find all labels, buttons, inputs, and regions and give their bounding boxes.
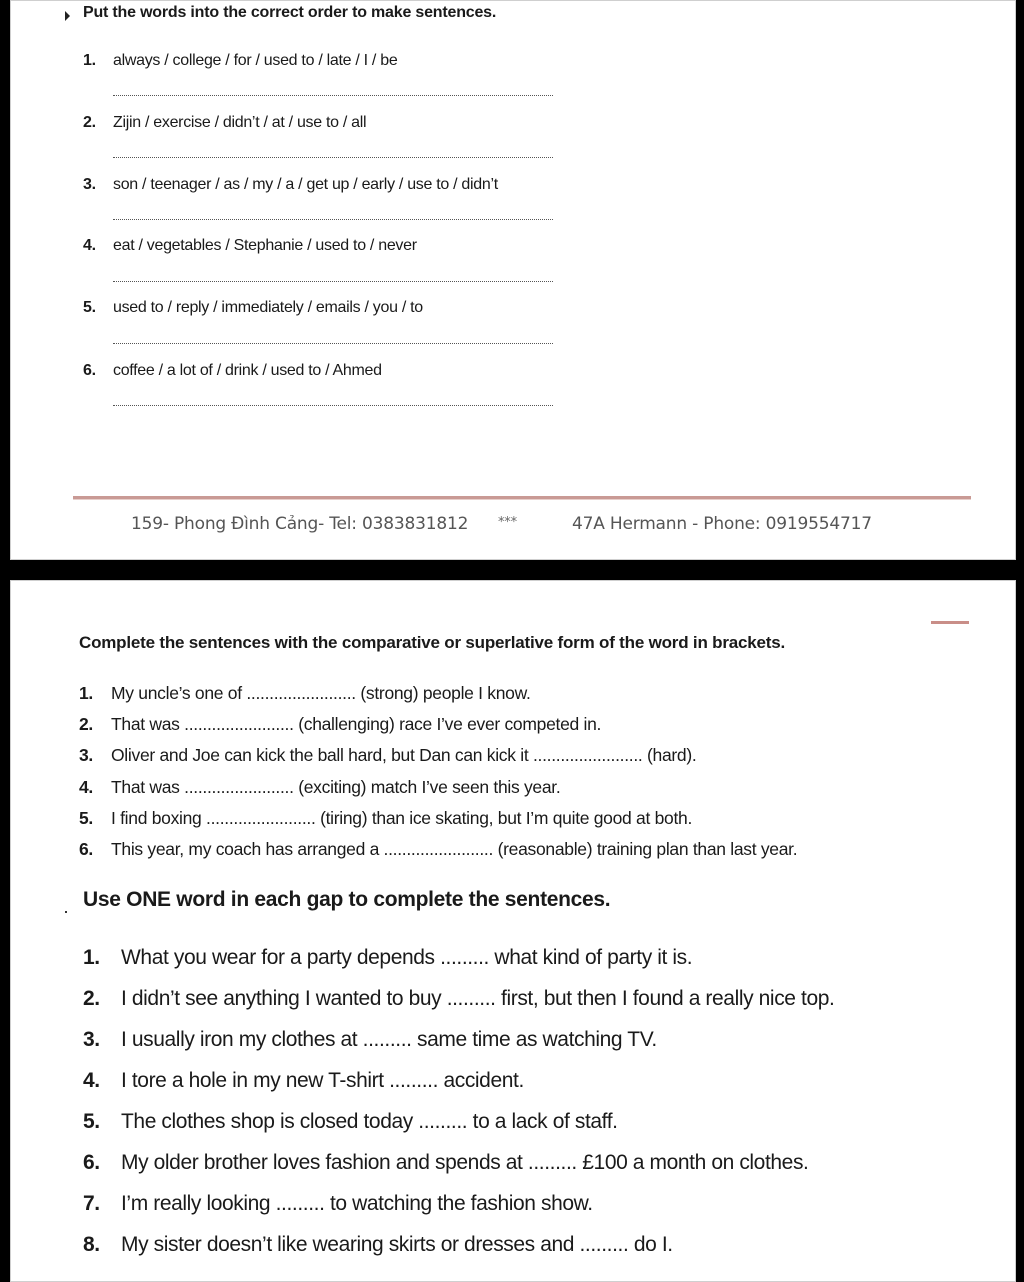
item-number: 2.	[83, 987, 100, 1010]
exercise-title-one-word-gap: Use ONE word in each gap to complete the sentences.	[83, 888, 611, 911]
item-text: That was ........................ (exciting) match I’ve seen this year.	[111, 777, 561, 797]
item-text: My older brother loves fashion and spends at ......... £100 a month on clothes.	[121, 1151, 809, 1174]
list-item	[83, 362, 382, 380]
exercise-title-comparatives: Complete the sentences with the comparative or superlative form of the word in brackets.	[79, 633, 786, 652]
item-number: 1.	[83, 52, 96, 69]
exercise-title-word-order: Put the words into the correct order to make sentences.	[83, 4, 497, 21]
answer-line[interactable]	[113, 405, 553, 406]
item-text: I’m really looking ......... to watching the fashion show.	[121, 1192, 593, 1215]
item-number: 4.	[79, 777, 93, 797]
list-item	[83, 1110, 618, 1134]
item-text: That was ........................ (challenging) race I’ve ever competed in.	[111, 714, 602, 734]
item-text: used to / reply / immediately / emails / you / to	[113, 299, 423, 316]
list-item	[79, 745, 696, 766]
item-text: What you wear for a party depends ......... what kind of party it is.	[121, 946, 693, 969]
footer-address-right: 47A Hermann - Phone: 0919554717	[572, 514, 872, 534]
item-text: My uncle’s one of ........................ (strong) people I know.	[111, 683, 531, 703]
item-number: 5.	[83, 299, 96, 316]
item-text: I usually iron my clothes at ......... same time as watching TV.	[121, 1028, 657, 1051]
list-item	[83, 52, 397, 70]
list-item	[83, 946, 692, 970]
item-number: 2.	[83, 114, 96, 131]
item-number: 3.	[79, 745, 93, 765]
list-item	[83, 1151, 809, 1175]
item-text: The clothes shop is closed today ......... to a lack of staff.	[121, 1110, 618, 1133]
list-item	[83, 1233, 673, 1257]
item-number: 8.	[83, 1233, 100, 1256]
worksheet-page-1	[10, 0, 1016, 560]
item-number: 1.	[79, 683, 93, 703]
item-text: son / teenager / as / my / a / get up / early / use to / didn’t	[113, 176, 498, 193]
list-item	[79, 683, 531, 704]
footer-divider	[73, 496, 971, 500]
list-item	[83, 1192, 593, 1216]
item-number: 6.	[79, 839, 93, 859]
list-item	[83, 114, 366, 132]
item-number: 4.	[83, 237, 96, 254]
arrow-bullet-icon	[65, 11, 70, 21]
item-number: 5.	[79, 808, 93, 828]
answer-line[interactable]	[113, 343, 553, 344]
list-item	[83, 1069, 524, 1093]
item-number: 3.	[83, 1028, 100, 1051]
item-text: My sister doesn’t like wearing skirts or dresses and ......... do I.	[121, 1233, 673, 1256]
item-text: I didn’t see anything I wanted to buy ......... first, but then I found a really nice top.	[121, 987, 835, 1010]
answer-line[interactable]	[113, 281, 553, 282]
list-item	[83, 237, 417, 255]
item-number: 6.	[83, 362, 96, 379]
item-number: 7.	[83, 1192, 100, 1215]
item-number: 3.	[83, 176, 96, 193]
list-item	[79, 839, 797, 860]
list-item	[79, 808, 692, 829]
list-item	[83, 1028, 657, 1052]
footer-address-left: 159- Phong Đình Cảng- Tel: 0383831812	[131, 514, 469, 534]
item-number: 1.	[83, 946, 100, 969]
item-text: I tore a hole in my new T-shirt ......... accident.	[121, 1069, 524, 1092]
item-text: eat / vegetables / Stephanie / used to / never	[113, 237, 417, 254]
item-text: Zijin / exercise / didn’t / at / use to / all	[113, 114, 367, 131]
item-text: Oliver and Joe can kick the ball hard, but Dan can kick it ........................ (hard).	[111, 745, 697, 765]
item-text: This year, my coach has arranged a ........................ (reasonable) training plan than last year.	[111, 839, 798, 859]
item-text: always / college / for / used to / late / I / be	[113, 52, 398, 69]
item-number: 4.	[83, 1069, 100, 1092]
answer-line[interactable]	[113, 157, 553, 158]
list-item	[79, 714, 601, 735]
answer-line[interactable]	[113, 95, 553, 96]
list-item	[83, 176, 498, 194]
list-item	[83, 299, 423, 317]
item-text: I find boxing ........................ (tiring) than ice skating, but I’m quite good at both.	[111, 808, 693, 828]
answer-line[interactable]	[113, 219, 553, 220]
list-item	[79, 777, 560, 798]
footer-separator: ***	[498, 515, 517, 530]
header-accent-rule	[931, 621, 969, 624]
list-item	[83, 987, 834, 1011]
item-text: coffee / a lot of / drink / used to / Ahmed	[113, 362, 382, 379]
worksheet-page-2	[10, 580, 1016, 1282]
item-number: 5.	[83, 1110, 100, 1133]
item-number: 2.	[79, 714, 93, 734]
stray-mark	[65, 911, 67, 913]
item-number: 6.	[83, 1151, 100, 1174]
